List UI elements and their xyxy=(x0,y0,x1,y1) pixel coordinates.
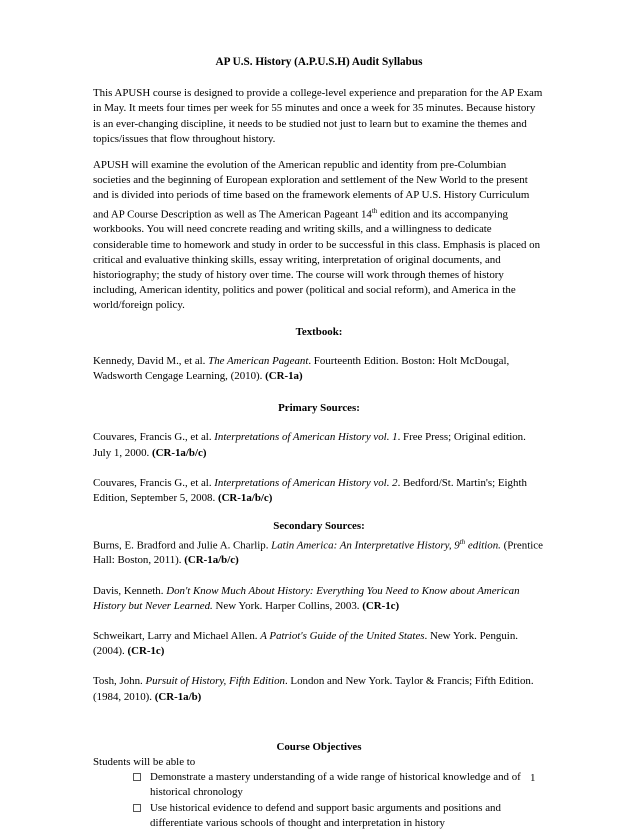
checkbox-bullet-icon xyxy=(133,804,141,812)
ref-cr-code: (CR-1a/b/c) xyxy=(217,492,273,505)
ref-details: . Bedford/St. Martin's; Eighth Edition, September 5, 2008. xyxy=(93,476,527,505)
checkbox-bullet-icon xyxy=(133,773,141,781)
objectives-lead: Students will be able to xyxy=(93,755,196,768)
ref-author: Davis, Kenneth. xyxy=(93,584,167,597)
ref-cr-code: (CR-1a) xyxy=(265,370,303,383)
section-spacer xyxy=(93,720,545,740)
secondary-entry xyxy=(93,584,545,614)
ref-title-cont: edition. xyxy=(465,539,501,552)
intro-paragraph-1: This APUSH course is designed to provide a college-level experience and preparation for the AP Exam in May. It meets four times per week for 55 minutes and once a week for 35 minutes. Because history is an ever-changing discipline, it needs to be studied not just to learn but to examine the themes and topics/issues that flow throughout history. xyxy=(93,87,543,145)
secondary-entry xyxy=(93,674,545,704)
secondary-entry xyxy=(93,629,545,659)
ref-cr-code: (CR-1c) xyxy=(362,599,400,612)
objectives-list xyxy=(93,770,545,831)
intro-paragraph-2-text: APUSH will examine the evolution of the American republic and identity from pre-Columbian societies and the beginning of European exploration and settlement of the New World to the present and is divided into periods of time based on the framework elements of AP U.S. History Curriculum and AP Course Description as well as The American Pageant 14 xyxy=(93,159,530,221)
primary-entry xyxy=(93,476,545,506)
list-item xyxy=(133,770,545,800)
page-number: 1 xyxy=(530,772,536,784)
superscript-th: th xyxy=(371,206,378,215)
secondary-sources-heading: Secondary Sources: xyxy=(273,520,365,533)
ref-author: Schweikart, Larry and Michael Allen. xyxy=(93,629,261,642)
primary-sources-heading: Primary Sources: xyxy=(278,402,360,415)
ref-title: A Patriot's Guide of the United States xyxy=(260,629,425,642)
superscript-th: th xyxy=(459,537,466,546)
document-title: AP U.S. History (A.P.U.S.H) Audit Syllabus xyxy=(215,56,423,68)
ref-details: . Fourteenth Edition. Boston: Holt McDougal, Wadsworth Cengage Learning, (2010). xyxy=(93,354,510,383)
ref-author: Burns, E. Bradford and Julie A. Charlip. xyxy=(93,539,272,552)
ref-cr-code: (CR-1a/b/c) xyxy=(152,446,207,459)
document-body xyxy=(93,55,545,831)
ref-title: The American Pageant xyxy=(208,354,309,367)
ref-cr-code: (CR-1c) xyxy=(127,645,165,658)
ref-title: Interpretations of American History vol. 1 xyxy=(214,431,398,444)
ref-details: . New York. Penguin. (2004). xyxy=(93,629,518,658)
ref-author: Couvares, Francis G., et al. xyxy=(93,431,215,444)
ref-author: Tosh, John. xyxy=(93,675,146,688)
ref-details: (Prentice Hall: Boston, 2011). xyxy=(93,539,543,567)
list-item xyxy=(133,801,545,831)
ref-author: Kennedy, David M., et al. xyxy=(93,354,209,367)
ref-author: Couvares, Francis G., et al. xyxy=(93,476,215,489)
objective-text: Use historical evidence to defend and support basic arguments and positions and differentiate various schools of thought and interpretation in history xyxy=(150,801,501,829)
intro-paragraph-2 xyxy=(93,158,545,314)
primary-entry xyxy=(93,430,545,460)
intro-paragraph-2-text-cont: edition and its accompanying workbooks. You will need concrete reading and writing skills, and a willingness to dedicate considerable time to homework and study in order to be successful in this class. Emphasis is placed on critical and evaluative thinking skills, essay writing, interpretation of original documents, and historiography; the study of history over time. The course will work through themes of history including, American identity, politics and power (political and social reform), and America in the world/foreign policy. xyxy=(93,208,541,312)
ref-details: . Free Press; Original edition. July 1, 2000. xyxy=(93,431,526,459)
ref-details: New York. Harper Collins, 2003. xyxy=(212,599,363,612)
ref-title: Don't Know Much About History: Everything You Need to Know about American History but Never Learned. xyxy=(93,584,520,612)
textbook-heading: Textbook: xyxy=(295,325,343,338)
ref-cr-code: (CR-1a/b) xyxy=(154,690,202,703)
ref-cr-code: (CR-1a/b/c) xyxy=(184,554,239,567)
ref-title: Interpretations of American History vol. 2 xyxy=(214,476,398,489)
ref-details: . London and New York. Taylor & Francis; Fifth Edition. (1984, 2010). xyxy=(93,675,534,703)
ref-title: Pursuit of History, Fifth Edition xyxy=(145,675,285,688)
objective-text: Demonstrate a mastery understanding of a wide range of historical knowledge and of historical chronology xyxy=(150,771,521,799)
ref-title: Latin America: An Interpretative History, 9 xyxy=(271,539,460,552)
secondary-entry xyxy=(93,535,545,569)
textbook-entry xyxy=(93,354,545,384)
course-objectives-heading: Course Objectives xyxy=(276,740,362,753)
